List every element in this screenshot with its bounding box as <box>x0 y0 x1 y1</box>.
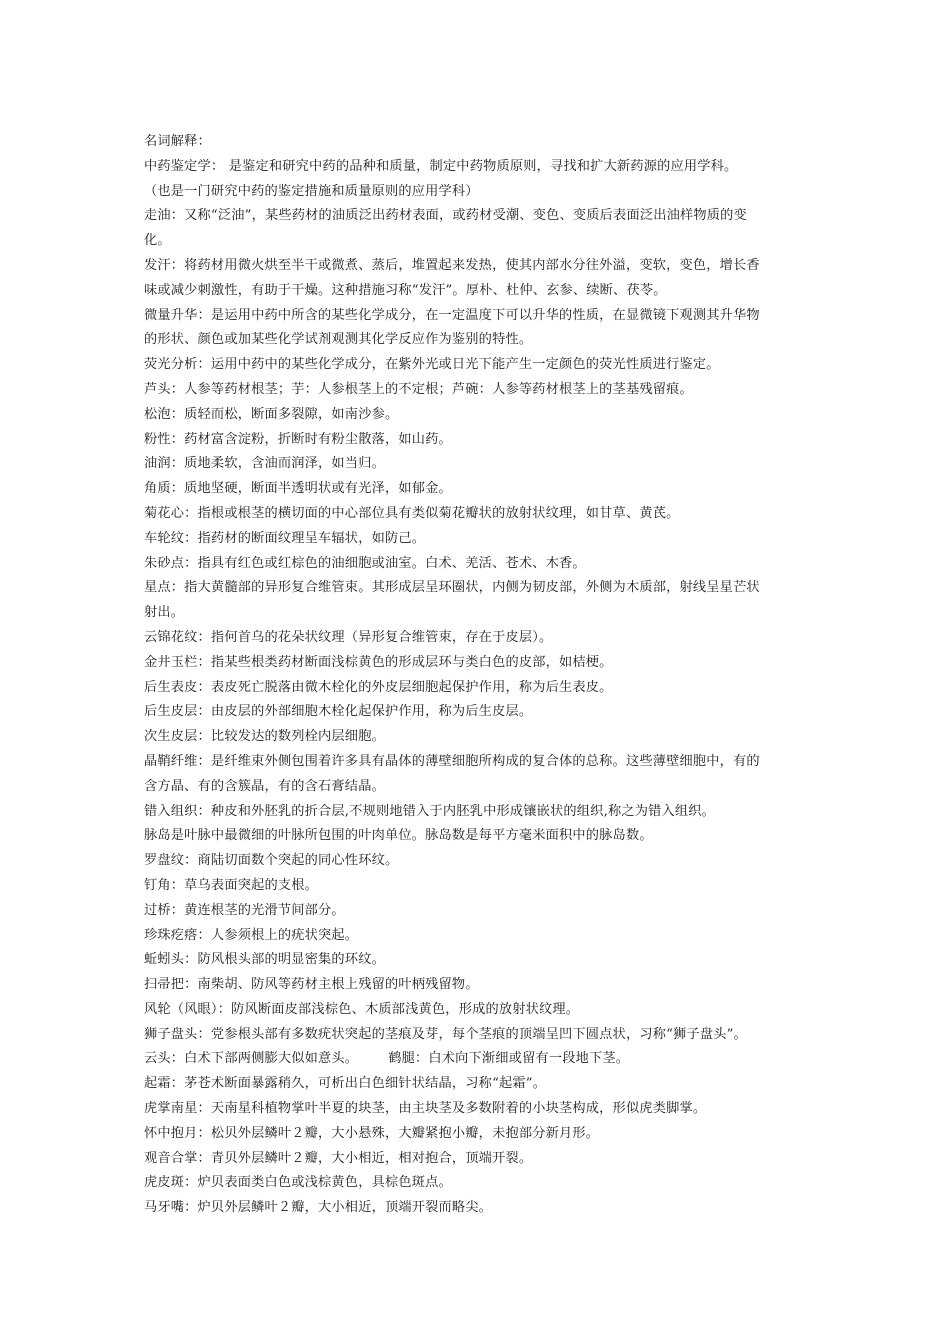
definition-line: 后生皮层：由皮层的外部细胞木栓化起保护作用，称为后生皮层。 <box>144 704 533 720</box>
definition-line: 蚯蚓头：防风根头部的明显密集的环纹。 <box>144 952 385 968</box>
definition-line: 扫帚把：南柴胡、防风等药材主根上残留的叶柄残留物。 <box>144 977 479 993</box>
definition-line: 罗盘纹：商陆切面数个突起的同心性环纹。 <box>144 853 399 869</box>
section-heading: 名词解释： <box>144 134 211 149</box>
definition-line: 松泡：质轻而松，断面多裂隙，如南沙参。 <box>144 406 399 422</box>
definition-line: 金井玉栏：指某些根类药材断面浅棕黄色的形成层环与类白色的皮部，如桔梗。 <box>144 654 613 670</box>
document-body <box>144 130 812 1221</box>
definition-line: 风轮（风眼）：防风断面皮部浅棕色、木质部浅黄色，形成的放射状纹理。 <box>144 1001 580 1017</box>
definition-line: 虎皮斑：炉贝表面类白色或浅棕黄色，具棕色斑点。 <box>144 1175 452 1191</box>
definition-line: 云锦花纹：指何首乌的花朵状纹理（异形复合维管束，存在于皮层）。 <box>144 629 553 645</box>
definition-line: 朱砂点：指具有红色或红棕色的油细胞或油室。白术、羌活、苍术、木香。 <box>144 555 586 571</box>
definition-line: 观音合掌：青贝外层鳞叶２瓣，大小相近，相对抱合，顶端开裂。 <box>144 1150 533 1166</box>
definition-line: 晶鞘纤维：是纤维束外侧包围着许多具有晶体的薄壁细胞所构成的复合体的总称。这些薄壁细胞中，有的 <box>144 753 760 769</box>
definition-line: 芦头：人参等药材根茎；芋：人参根茎上的不定根；芦碗：人参等药材根茎上的茎基残留痕。 <box>144 381 693 397</box>
definition-text: 云头：白术下部两侧膨大似如意头。 <box>144 1051 359 1067</box>
definition-line: 车轮纹：指药材的断面纹理呈车辐状，如防己。 <box>144 530 426 546</box>
definition-line: 味或减少刺激性，有助于干燥。这种措施习称“发汗”。厚朴、杜仲、玄参、续断、茯苓。 <box>144 282 667 298</box>
definition-line: 狮子盘头：党参根头部有多数疣状突起的茎痕及芽，每个茎痕的顶端呈凹下圆点状，习称“狮子盘头”。 <box>144 1026 747 1042</box>
definition-line: 菊花心：指根或根茎的横切面的中心部位具有类似菊花瓣状的放射状纹理，如甘草、黄芪。 <box>144 505 680 521</box>
definition-line: 钉角：草乌表面突起的支根。 <box>144 877 319 893</box>
definition-line: 次生皮层：比较发达的数列栓内层细胞。 <box>144 729 385 745</box>
definition-line: 走油：又称“泛油”，某些药材的油质泛出药材表面，或药材受潮、变色、变质后表面泛出油样物质的变 <box>144 208 747 224</box>
definition-line: 马牙嘴：炉贝外层鳞叶２瓣，大小相近，顶端开裂而略尖。 <box>144 1200 493 1216</box>
definition-line: 后生表皮：表皮死亡脱落由微木栓化的外皮层细胞起保护作用，称为后生表皮。 <box>144 679 613 695</box>
definition-line: 的形状、颜色或加某些化学试剂观测其化学反应作为鉴别的特性。 <box>144 332 533 348</box>
definition-line: 含方晶、有的含簇晶，有的含石膏结晶。 <box>144 778 385 794</box>
definition-line: 怀中抱月：松贝外层鳞叶２瓣，大小悬殊，大瓣紧抱小瓣，未抱部分新月形。 <box>144 1125 600 1141</box>
definition-line: 过桥：黄连根茎的光滑节间部分。 <box>144 902 345 918</box>
definition-line: 起霜：茅苍术断面暴露稍久，可析出白色细针状结晶，习称“起霜”。 <box>144 1076 547 1092</box>
definition-line: 虎掌南星：天南星科植物掌叶半夏的块茎，由主块茎及多数附着的小块茎构成，形似虎类脚掌。 <box>144 1101 707 1117</box>
definition-line: 油润：质地柔软，含油而润泽，如当归。 <box>144 456 385 472</box>
definition-line: 脉岛是叶脉中最微细的叶脉所包围的叶肉单位。脉岛数是每平方毫米面积中的脉岛数。 <box>144 828 653 844</box>
definition-line: 错入组织：种皮和外胚乳的折合层,不规则地错入于内胚乳中形成镶嵌状的组织,称之为错入组织。 <box>144 803 716 819</box>
definition-line: 化。 <box>144 233 171 249</box>
definition-text: 鹤腿：白术向下渐细或留有一段地下茎。 <box>388 1051 630 1067</box>
definition-line: 荧光分析：运用中药中的某些化学成分，在紫外光或日光下能产生一定颜色的荧光性质进行鉴定。 <box>144 357 720 373</box>
definition-line: 微量升华：是运用中药中所含的某些化学成分，在一定温度下可以升华的性质，在显微镜下观测其升华物 <box>144 307 760 323</box>
definition-line: 粉性：药材富含淀粉，折断时有粉尘散落，如山药。 <box>144 431 452 447</box>
definition-line: 发汗：将药材用微火烘至半干或微煮、蒸后，堆置起来发热，使其内部水分往外溢，变软，变色，增长香 <box>144 257 760 273</box>
definition-line: 珍珠疙瘩：人参须根上的疣状突起。 <box>144 927 359 943</box>
definition-line: 星点：指大黄髓部的异形复合维管束。其形成层呈环圈状，内侧为韧皮部，外侧为木质部，射线呈星芒状 <box>144 580 760 596</box>
definition-line-pair <box>144 1047 812 1072</box>
definition-line: 射出。 <box>144 605 185 621</box>
definition-line: （也是一门研究中药的鉴定措施和质量原则的应用学科） <box>144 183 479 199</box>
definition-line: 中药鉴定学： 是鉴定和研究中药的品种和质量，制定中药物质原则，寻找和扩大新药源的应用学科。 <box>144 158 738 174</box>
definition-line: 角质：质地坚硬，断面半透明状或有光泽，如郁金。 <box>144 481 452 497</box>
